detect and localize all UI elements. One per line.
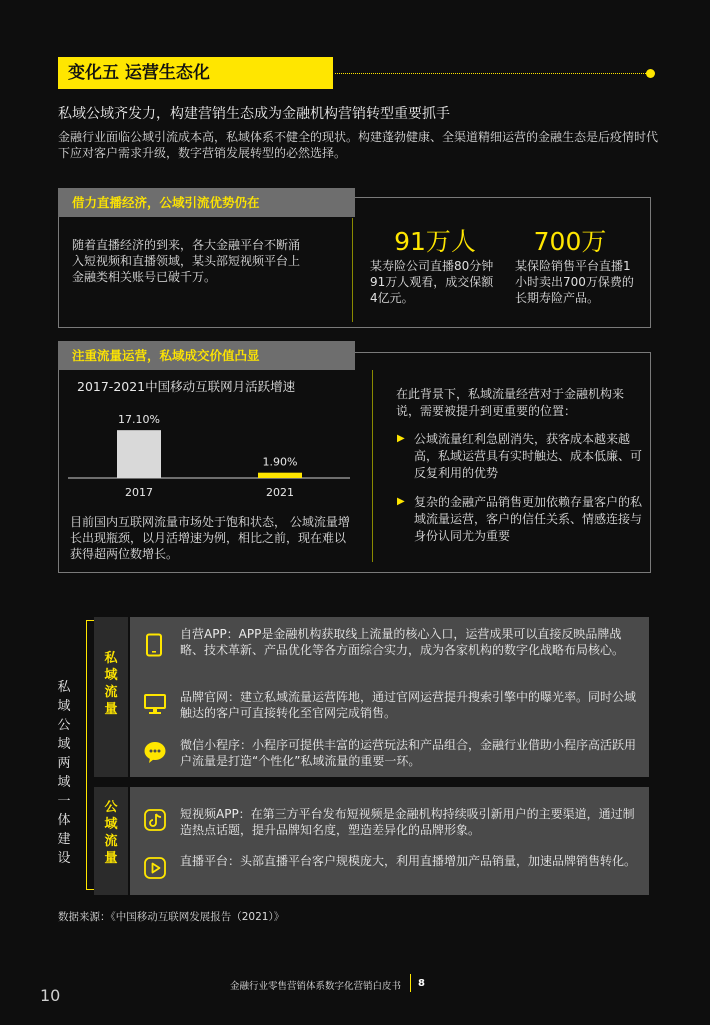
chart-title: 2017-2021中国移动互联网月活跃增速 [77, 379, 296, 394]
public-traffic-panel [130, 787, 649, 895]
chart-value-label: 17.10% [118, 413, 160, 427]
footer-divider [410, 974, 411, 992]
chart-bar-2021 [258, 473, 302, 478]
chart-category-label: 2021 [266, 486, 294, 499]
title-line-dot [646, 69, 655, 78]
short-video-icon [143, 808, 167, 832]
bullet-item: 公域流量红利急剧消失，获客成本越来越高，私域运营具有实时触达、成本低廉、可反复利用的优势 [414, 432, 643, 480]
list-item: 微信小程序：小程序可提供丰富的运营玩法和产品组合，金融行业借助小程序高活跃用户流量是打造“个性化”私域流量的重要一环。 [180, 738, 637, 768]
box2-divider [372, 370, 373, 562]
chart-bar-2017 [117, 430, 161, 478]
private-traffic-intro: 在此背景下，私域流量经营对于金融机构来说，需要被提升到更重要的位置： [396, 387, 625, 418]
side-page-number: 10 [40, 986, 61, 1005]
footer-title: 金融行业零售营销体系数字化营销白皮书 [230, 981, 402, 992]
box1-divider [352, 218, 353, 322]
data-source: 数据来源：《中国移动互联网发展报告（2021）》 [58, 911, 285, 923]
monitor-icon [143, 692, 167, 716]
ecosystem-label: 私域公域两域一体建设 [57, 680, 71, 866]
public-traffic-label: 公域流量 [104, 800, 118, 866]
list-item: 直播平台：头部直播平台客户规模庞大，利用直播增加产品销量，加速品牌销售转化。 [180, 854, 637, 868]
chart-category-label: 2017 [125, 486, 153, 499]
section-intro: 金融行业面临公域引流成本高，私域体系不健全的现状。构建蓬勃健康、全渠道精细运营的金融生态是后疫情时代下应对客户需求升级，数字营销发展转型的必然选择。 [58, 130, 659, 160]
private-traffic-column [94, 617, 128, 777]
bullet-triangle-icon: ▶ [397, 496, 405, 507]
bullet-triangle-icon: ▶ [397, 433, 405, 444]
live-play-icon [143, 856, 167, 880]
chart-value-label: 1.90% [262, 455, 298, 469]
list-item: 短视频APP：在第三方平台发布短视频是金融机构持续吸引新用户的主要渠道，通过制造热点话题，提升品牌知名度，塑造差异化的品牌形象。 [180, 807, 635, 837]
mau-growth-chart [64, 400, 354, 504]
list-item: 品牌官网：建立私域流量运营阵地，通过官网运营提升搜索引擎中的曝光率。同时公域触达的客户可直接转化至官网完成销售。 [180, 690, 637, 720]
title-dotted-line [335, 73, 648, 74]
section-headline: 私域公域齐发力，构建营销生态成为金融机构营销转型重要抓手 [58, 106, 450, 122]
public-traffic-column [94, 787, 128, 895]
live-economy-text: 随着直播经济的到来，各大金融平台不断涌入短视频和直播领域，某头部短视频平台上金融类相关账号已破千万。 [72, 238, 301, 284]
list-item: 自营APP：APP是金融机构获取线上流量的核心入口，运营成果可以直接反映品牌战略、技术革新、产品优化等各方面综合实力，成为各家机构的数字化战略布局核心。 [180, 627, 625, 657]
section-title: 变化五 运营生态化 [58, 57, 333, 89]
page-number: 8 [418, 978, 425, 989]
bullet-item: 复杂的金融产品销售更加依赖存量客户的私域流量运营，客户的信任关系、情感连接与身份认同尤为重要 [414, 495, 643, 543]
private-traffic-label: 私域流量 [104, 651, 118, 717]
stat-viewers-desc: 某寿险公司直播80分钟91万人观看，成交保额4亿元。 [370, 259, 494, 305]
stat-premium-value: 700万 [533, 227, 607, 256]
chart-description: 目前国内互联网流量市场处于饱和状态， 公域流量增长出现瓶颈，以月活增速为例，相比之前，现在难以获得超两位数增长。 [70, 515, 350, 561]
stat-premium-desc: 某保险销售平台直播1小时卖出700万保费的长期寿险产品。 [515, 259, 634, 305]
live-economy-tag: 借力直播经济，公域引流优势仍在 [58, 188, 355, 217]
wechat-miniprogram-icon [143, 740, 167, 764]
stat-viewers-value: 91万人 [394, 227, 476, 256]
smartphone-icon [142, 633, 166, 657]
traffic-operation-tag: 注重流量运营，私域成交价值凸显 [58, 341, 355, 370]
